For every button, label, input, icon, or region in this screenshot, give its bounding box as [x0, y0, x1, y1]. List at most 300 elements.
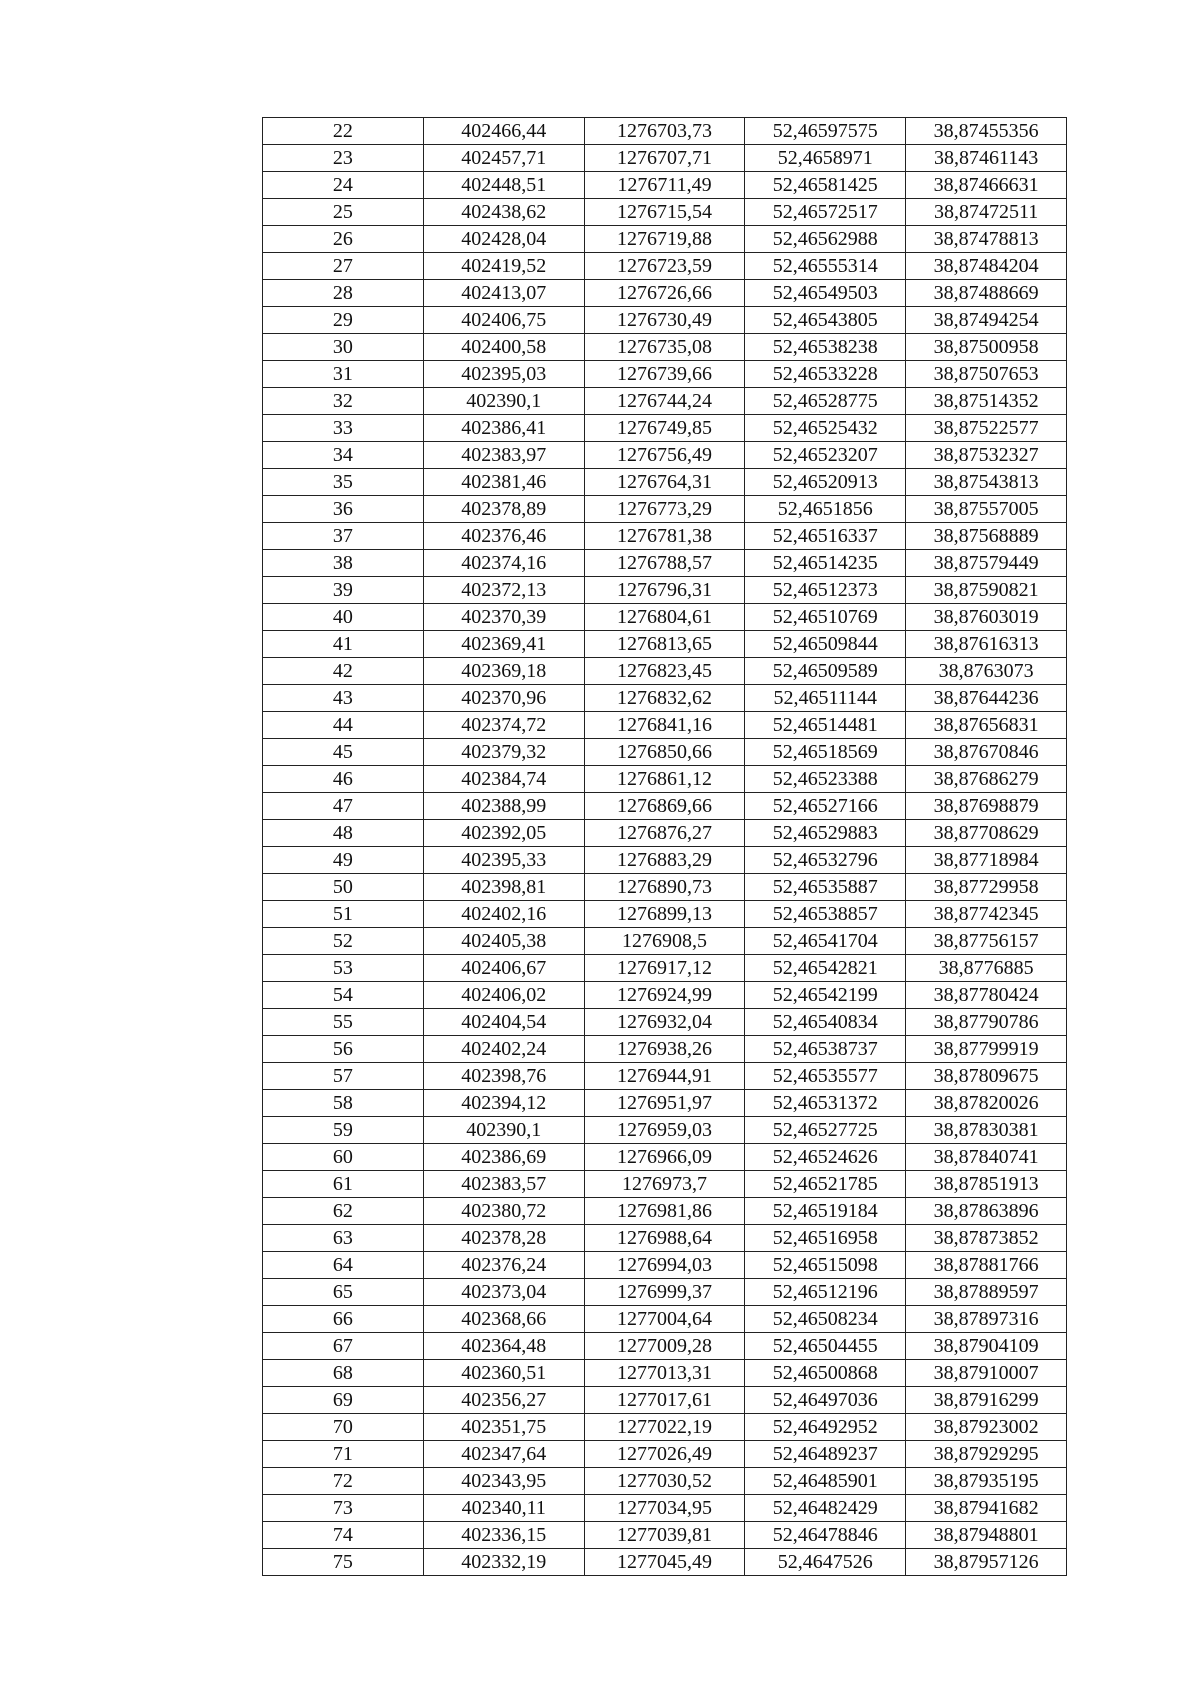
- latitude-cell: 52,46508234: [745, 1306, 906, 1333]
- point-number-cell: 53: [263, 955, 424, 982]
- x-coordinate-cell: 402370,96: [423, 685, 584, 712]
- longitude-cell: 38,87742345: [906, 901, 1067, 928]
- y-coordinate-cell: 1276723,59: [584, 253, 745, 280]
- y-coordinate-cell: 1276726,66: [584, 280, 745, 307]
- latitude-cell: 52,46514481: [745, 712, 906, 739]
- longitude-cell: 38,87590821: [906, 577, 1067, 604]
- latitude-cell: 52,46543805: [745, 307, 906, 334]
- point-number-cell: 36: [263, 496, 424, 523]
- y-coordinate-cell: 1277039,81: [584, 1522, 745, 1549]
- longitude-cell: 38,87670846: [906, 739, 1067, 766]
- table-row: [263, 415, 1067, 442]
- longitude-cell: 38,87873852: [906, 1225, 1067, 1252]
- y-coordinate-cell: 1276832,62: [584, 685, 745, 712]
- latitude-cell: 52,46509844: [745, 631, 906, 658]
- latitude-cell: 52,46509589: [745, 658, 906, 685]
- point-number-cell: 41: [263, 631, 424, 658]
- x-coordinate-cell: 402332,19: [423, 1549, 584, 1576]
- point-number-cell: 62: [263, 1198, 424, 1225]
- x-coordinate-cell: 402383,97: [423, 442, 584, 469]
- table-row: [263, 874, 1067, 901]
- y-coordinate-cell: 1276703,73: [584, 118, 745, 145]
- x-coordinate-cell: 402395,03: [423, 361, 584, 388]
- longitude-cell: 38,87461143: [906, 145, 1067, 172]
- x-coordinate-cell: 402406,67: [423, 955, 584, 982]
- point-number-cell: 26: [263, 226, 424, 253]
- y-coordinate-cell: 1276999,37: [584, 1279, 745, 1306]
- latitude-cell: 52,46478846: [745, 1522, 906, 1549]
- table-row: [263, 739, 1067, 766]
- latitude-cell: 52,46497036: [745, 1387, 906, 1414]
- table-row: [263, 1306, 1067, 1333]
- table-row: [263, 253, 1067, 280]
- x-coordinate-cell: 402404,54: [423, 1009, 584, 1036]
- longitude-cell: 38,87455356: [906, 118, 1067, 145]
- longitude-cell: 38,87916299: [906, 1387, 1067, 1414]
- y-coordinate-cell: 1277022,19: [584, 1414, 745, 1441]
- y-coordinate-cell: 1276951,97: [584, 1090, 745, 1117]
- y-coordinate-cell: 1276796,31: [584, 577, 745, 604]
- y-coordinate-cell: 1276841,16: [584, 712, 745, 739]
- longitude-cell: 38,87799919: [906, 1036, 1067, 1063]
- table-row: [263, 1414, 1067, 1441]
- point-number-cell: 56: [263, 1036, 424, 1063]
- latitude-cell: 52,46516337: [745, 523, 906, 550]
- table-row: [263, 604, 1067, 631]
- latitude-cell: 52,46572517: [745, 199, 906, 226]
- latitude-cell: 52,46525432: [745, 415, 906, 442]
- y-coordinate-cell: 1276813,65: [584, 631, 745, 658]
- y-coordinate-cell: 1276973,7: [584, 1171, 745, 1198]
- table-row: [263, 1225, 1067, 1252]
- x-coordinate-cell: 402448,51: [423, 172, 584, 199]
- y-coordinate-cell: 1276719,88: [584, 226, 745, 253]
- x-coordinate-cell: 402406,02: [423, 982, 584, 1009]
- point-number-cell: 70: [263, 1414, 424, 1441]
- longitude-cell: 38,87543813: [906, 469, 1067, 496]
- table-row: [263, 469, 1067, 496]
- latitude-cell: 52,46519184: [745, 1198, 906, 1225]
- longitude-cell: 38,87686279: [906, 766, 1067, 793]
- y-coordinate-cell: 1277030,52: [584, 1468, 745, 1495]
- y-coordinate-cell: 1276869,66: [584, 793, 745, 820]
- table-row: [263, 793, 1067, 820]
- y-coordinate-cell: 1276883,29: [584, 847, 745, 874]
- point-number-cell: 75: [263, 1549, 424, 1576]
- longitude-cell: 38,87514352: [906, 388, 1067, 415]
- table-row: [263, 901, 1067, 928]
- x-coordinate-cell: 402368,66: [423, 1306, 584, 1333]
- latitude-cell: 52,46492952: [745, 1414, 906, 1441]
- y-coordinate-cell: 1276707,71: [584, 145, 745, 172]
- table-row: [263, 280, 1067, 307]
- y-coordinate-cell: 1277045,49: [584, 1549, 745, 1576]
- latitude-cell: 52,46542821: [745, 955, 906, 982]
- table-row: [263, 631, 1067, 658]
- point-number-cell: 59: [263, 1117, 424, 1144]
- point-number-cell: 47: [263, 793, 424, 820]
- x-coordinate-cell: 402376,24: [423, 1252, 584, 1279]
- x-coordinate-cell: 402381,46: [423, 469, 584, 496]
- x-coordinate-cell: 402378,28: [423, 1225, 584, 1252]
- table-row: [263, 577, 1067, 604]
- table-row: [263, 847, 1067, 874]
- y-coordinate-cell: 1277026,49: [584, 1441, 745, 1468]
- y-coordinate-cell: 1276781,38: [584, 523, 745, 550]
- point-number-cell: 71: [263, 1441, 424, 1468]
- point-number-cell: 51: [263, 901, 424, 928]
- point-number-cell: 38: [263, 550, 424, 577]
- x-coordinate-cell: 402347,64: [423, 1441, 584, 1468]
- point-number-cell: 54: [263, 982, 424, 1009]
- latitude-cell: 52,46518569: [745, 739, 906, 766]
- latitude-cell: 52,46514235: [745, 550, 906, 577]
- y-coordinate-cell: 1276944,91: [584, 1063, 745, 1090]
- longitude-cell: 38,87941682: [906, 1495, 1067, 1522]
- x-coordinate-cell: 402369,41: [423, 631, 584, 658]
- table-row: [263, 172, 1067, 199]
- x-coordinate-cell: 402406,75: [423, 307, 584, 334]
- point-number-cell: 27: [263, 253, 424, 280]
- latitude-cell: 52,46532796: [745, 847, 906, 874]
- y-coordinate-cell: 1276994,03: [584, 1252, 745, 1279]
- latitude-cell: 52,46482429: [745, 1495, 906, 1522]
- y-coordinate-cell: 1276788,57: [584, 550, 745, 577]
- longitude-cell: 38,87568889: [906, 523, 1067, 550]
- longitude-cell: 38,87466631: [906, 172, 1067, 199]
- point-number-cell: 68: [263, 1360, 424, 1387]
- longitude-cell: 38,87708629: [906, 820, 1067, 847]
- x-coordinate-cell: 402394,12: [423, 1090, 584, 1117]
- point-number-cell: 67: [263, 1333, 424, 1360]
- latitude-cell: 52,46523388: [745, 766, 906, 793]
- longitude-cell: 38,87881766: [906, 1252, 1067, 1279]
- y-coordinate-cell: 1276932,04: [584, 1009, 745, 1036]
- x-coordinate-cell: 402428,04: [423, 226, 584, 253]
- longitude-cell: 38,87830381: [906, 1117, 1067, 1144]
- point-number-cell: 55: [263, 1009, 424, 1036]
- x-coordinate-cell: 402378,89: [423, 496, 584, 523]
- latitude-cell: 52,4651856: [745, 496, 906, 523]
- x-coordinate-cell: 402438,62: [423, 199, 584, 226]
- x-coordinate-cell: 402364,48: [423, 1333, 584, 1360]
- y-coordinate-cell: 1276924,99: [584, 982, 745, 1009]
- longitude-cell: 38,87500958: [906, 334, 1067, 361]
- y-coordinate-cell: 1276735,08: [584, 334, 745, 361]
- longitude-cell: 38,87557005: [906, 496, 1067, 523]
- longitude-cell: 38,87488669: [906, 280, 1067, 307]
- table-row: [263, 982, 1067, 1009]
- x-coordinate-cell: 402398,76: [423, 1063, 584, 1090]
- point-number-cell: 60: [263, 1144, 424, 1171]
- latitude-cell: 52,46520913: [745, 469, 906, 496]
- y-coordinate-cell: 1276938,26: [584, 1036, 745, 1063]
- coordinates-table: [262, 117, 1067, 1576]
- y-coordinate-cell: 1276764,31: [584, 469, 745, 496]
- latitude-cell: 52,46523207: [745, 442, 906, 469]
- x-coordinate-cell: 402343,95: [423, 1468, 584, 1495]
- table-row: [263, 1090, 1067, 1117]
- table-row: [263, 1549, 1067, 1576]
- x-coordinate-cell: 402384,74: [423, 766, 584, 793]
- latitude-cell: 52,46511144: [745, 685, 906, 712]
- longitude-cell: 38,87863896: [906, 1198, 1067, 1225]
- table-row: [263, 1252, 1067, 1279]
- longitude-cell: 38,87790786: [906, 1009, 1067, 1036]
- table-row: [263, 496, 1067, 523]
- point-number-cell: 73: [263, 1495, 424, 1522]
- point-number-cell: 32: [263, 388, 424, 415]
- table-row: [263, 442, 1067, 469]
- x-coordinate-cell: 402376,46: [423, 523, 584, 550]
- y-coordinate-cell: 1276861,12: [584, 766, 745, 793]
- table-row: [263, 1144, 1067, 1171]
- latitude-cell: 52,46538857: [745, 901, 906, 928]
- point-number-cell: 33: [263, 415, 424, 442]
- table-row: [263, 118, 1067, 145]
- table-row: [263, 307, 1067, 334]
- point-number-cell: 25: [263, 199, 424, 226]
- longitude-cell: 38,87929295: [906, 1441, 1067, 1468]
- longitude-cell: 38,87820026: [906, 1090, 1067, 1117]
- x-coordinate-cell: 402360,51: [423, 1360, 584, 1387]
- latitude-cell: 52,46597575: [745, 118, 906, 145]
- x-coordinate-cell: 402340,11: [423, 1495, 584, 1522]
- x-coordinate-cell: 402374,72: [423, 712, 584, 739]
- y-coordinate-cell: 1276711,49: [584, 172, 745, 199]
- longitude-cell: 38,87897316: [906, 1306, 1067, 1333]
- table-row: [263, 1279, 1067, 1306]
- point-number-cell: 65: [263, 1279, 424, 1306]
- latitude-cell: 52,4658971: [745, 145, 906, 172]
- y-coordinate-cell: 1276730,49: [584, 307, 745, 334]
- table-row: [263, 1468, 1067, 1495]
- point-number-cell: 30: [263, 334, 424, 361]
- point-number-cell: 42: [263, 658, 424, 685]
- y-coordinate-cell: 1276917,12: [584, 955, 745, 982]
- y-coordinate-cell: 1277004,64: [584, 1306, 745, 1333]
- table-row: [263, 712, 1067, 739]
- point-number-cell: 45: [263, 739, 424, 766]
- y-coordinate-cell: 1276823,45: [584, 658, 745, 685]
- latitude-cell: 52,46555314: [745, 253, 906, 280]
- table-row: [263, 766, 1067, 793]
- x-coordinate-cell: 402395,33: [423, 847, 584, 874]
- longitude-cell: 38,8776885: [906, 955, 1067, 982]
- point-number-cell: 43: [263, 685, 424, 712]
- y-coordinate-cell: 1276966,09: [584, 1144, 745, 1171]
- latitude-cell: 52,46542199: [745, 982, 906, 1009]
- x-coordinate-cell: 402390,1: [423, 388, 584, 415]
- x-coordinate-cell: 402398,81: [423, 874, 584, 901]
- point-number-cell: 34: [263, 442, 424, 469]
- latitude-cell: 52,46535577: [745, 1063, 906, 1090]
- longitude-cell: 38,87729958: [906, 874, 1067, 901]
- point-number-cell: 37: [263, 523, 424, 550]
- table-row: [263, 820, 1067, 847]
- table-row: [263, 1036, 1067, 1063]
- y-coordinate-cell: 1277017,61: [584, 1387, 745, 1414]
- point-number-cell: 31: [263, 361, 424, 388]
- x-coordinate-cell: 402466,44: [423, 118, 584, 145]
- longitude-cell: 38,87472511: [906, 199, 1067, 226]
- table-row: [263, 1171, 1067, 1198]
- latitude-cell: 52,46581425: [745, 172, 906, 199]
- point-number-cell: 50: [263, 874, 424, 901]
- point-number-cell: 49: [263, 847, 424, 874]
- latitude-cell: 52,46524626: [745, 1144, 906, 1171]
- x-coordinate-cell: 402392,05: [423, 820, 584, 847]
- point-number-cell: 63: [263, 1225, 424, 1252]
- y-coordinate-cell: 1276876,27: [584, 820, 745, 847]
- y-coordinate-cell: 1277009,28: [584, 1333, 745, 1360]
- latitude-cell: 52,46538737: [745, 1036, 906, 1063]
- latitude-cell: 52,46515098: [745, 1252, 906, 1279]
- longitude-cell: 38,87484204: [906, 253, 1067, 280]
- x-coordinate-cell: 402402,16: [423, 901, 584, 928]
- point-number-cell: 48: [263, 820, 424, 847]
- longitude-cell: 38,87656831: [906, 712, 1067, 739]
- latitude-cell: 52,46540834: [745, 1009, 906, 1036]
- y-coordinate-cell: 1276715,54: [584, 199, 745, 226]
- point-number-cell: 40: [263, 604, 424, 631]
- x-coordinate-cell: 402379,32: [423, 739, 584, 766]
- x-coordinate-cell: 402356,27: [423, 1387, 584, 1414]
- point-number-cell: 64: [263, 1252, 424, 1279]
- table-row: [263, 658, 1067, 685]
- table-row: [263, 361, 1067, 388]
- latitude-cell: 52,46485901: [745, 1468, 906, 1495]
- point-number-cell: 74: [263, 1522, 424, 1549]
- table-row: [263, 1387, 1067, 1414]
- latitude-cell: 52,46535887: [745, 874, 906, 901]
- x-coordinate-cell: 402388,99: [423, 793, 584, 820]
- x-coordinate-cell: 402413,07: [423, 280, 584, 307]
- table-row: [263, 550, 1067, 577]
- y-coordinate-cell: 1276959,03: [584, 1117, 745, 1144]
- x-coordinate-cell: 402386,41: [423, 415, 584, 442]
- y-coordinate-cell: 1276749,85: [584, 415, 745, 442]
- x-coordinate-cell: 402457,71: [423, 145, 584, 172]
- longitude-cell: 38,87851913: [906, 1171, 1067, 1198]
- latitude-cell: 52,46549503: [745, 280, 906, 307]
- latitude-cell: 52,46531372: [745, 1090, 906, 1117]
- longitude-cell: 38,87948801: [906, 1522, 1067, 1549]
- longitude-cell: 38,87507653: [906, 361, 1067, 388]
- table-row: [263, 226, 1067, 253]
- longitude-cell: 38,87532327: [906, 442, 1067, 469]
- longitude-cell: 38,87910007: [906, 1360, 1067, 1387]
- y-coordinate-cell: 1276981,86: [584, 1198, 745, 1225]
- x-coordinate-cell: 402419,52: [423, 253, 584, 280]
- table-row: [263, 1117, 1067, 1144]
- y-coordinate-cell: 1276988,64: [584, 1225, 745, 1252]
- latitude-cell: 52,46541704: [745, 928, 906, 955]
- point-number-cell: 61: [263, 1171, 424, 1198]
- y-coordinate-cell: 1277013,31: [584, 1360, 745, 1387]
- longitude-cell: 38,87840741: [906, 1144, 1067, 1171]
- longitude-cell: 38,87603019: [906, 604, 1067, 631]
- table-row: [263, 1495, 1067, 1522]
- point-number-cell: 28: [263, 280, 424, 307]
- longitude-cell: 38,87756157: [906, 928, 1067, 955]
- y-coordinate-cell: 1276850,66: [584, 739, 745, 766]
- x-coordinate-cell: 402402,24: [423, 1036, 584, 1063]
- y-coordinate-cell: 1276773,29: [584, 496, 745, 523]
- latitude-cell: 52,46562988: [745, 226, 906, 253]
- table-row: [263, 1198, 1067, 1225]
- latitude-cell: 52,46521785: [745, 1171, 906, 1198]
- latitude-cell: 52,46489237: [745, 1441, 906, 1468]
- longitude-cell: 38,87718984: [906, 847, 1067, 874]
- y-coordinate-cell: 1276804,61: [584, 604, 745, 631]
- longitude-cell: 38,87494254: [906, 307, 1067, 334]
- table-row: [263, 1009, 1067, 1036]
- longitude-cell: 38,87644236: [906, 685, 1067, 712]
- point-number-cell: 46: [263, 766, 424, 793]
- longitude-cell: 38,87923002: [906, 1414, 1067, 1441]
- longitude-cell: 38,87698879: [906, 793, 1067, 820]
- coordinates-table-body: [263, 118, 1067, 1576]
- x-coordinate-cell: 402386,69: [423, 1144, 584, 1171]
- table-row: [263, 1063, 1067, 1090]
- x-coordinate-cell: 402390,1: [423, 1117, 584, 1144]
- longitude-cell: 38,87935195: [906, 1468, 1067, 1495]
- point-number-cell: 29: [263, 307, 424, 334]
- longitude-cell: 38,8763073: [906, 658, 1067, 685]
- latitude-cell: 52,46512196: [745, 1279, 906, 1306]
- longitude-cell: 38,87957126: [906, 1549, 1067, 1576]
- latitude-cell: 52,46527725: [745, 1117, 906, 1144]
- x-coordinate-cell: 402370,39: [423, 604, 584, 631]
- x-coordinate-cell: 402380,72: [423, 1198, 584, 1225]
- point-number-cell: 35: [263, 469, 424, 496]
- x-coordinate-cell: 402400,58: [423, 334, 584, 361]
- point-number-cell: 57: [263, 1063, 424, 1090]
- point-number-cell: 44: [263, 712, 424, 739]
- latitude-cell: 52,46538238: [745, 334, 906, 361]
- latitude-cell: 52,46528775: [745, 388, 906, 415]
- table-row: [263, 1522, 1067, 1549]
- latitude-cell: 52,46529883: [745, 820, 906, 847]
- latitude-cell: 52,46533228: [745, 361, 906, 388]
- x-coordinate-cell: 402405,38: [423, 928, 584, 955]
- point-number-cell: 23: [263, 145, 424, 172]
- y-coordinate-cell: 1276739,66: [584, 361, 745, 388]
- longitude-cell: 38,87904109: [906, 1333, 1067, 1360]
- longitude-cell: 38,87579449: [906, 550, 1067, 577]
- longitude-cell: 38,87889597: [906, 1279, 1067, 1306]
- x-coordinate-cell: 402369,18: [423, 658, 584, 685]
- x-coordinate-cell: 402336,15: [423, 1522, 584, 1549]
- table-row: [263, 1333, 1067, 1360]
- y-coordinate-cell: 1276899,13: [584, 901, 745, 928]
- y-coordinate-cell: 1276756,49: [584, 442, 745, 469]
- point-number-cell: 58: [263, 1090, 424, 1117]
- table-row: [263, 928, 1067, 955]
- point-number-cell: 52: [263, 928, 424, 955]
- latitude-cell: 52,46512373: [745, 577, 906, 604]
- y-coordinate-cell: 1276890,73: [584, 874, 745, 901]
- longitude-cell: 38,87809675: [906, 1063, 1067, 1090]
- latitude-cell: 52,4647526: [745, 1549, 906, 1576]
- latitude-cell: 52,46504455: [745, 1333, 906, 1360]
- point-number-cell: 22: [263, 118, 424, 145]
- x-coordinate-cell: 402372,13: [423, 577, 584, 604]
- point-number-cell: 24: [263, 172, 424, 199]
- point-number-cell: 69: [263, 1387, 424, 1414]
- latitude-cell: 52,46500868: [745, 1360, 906, 1387]
